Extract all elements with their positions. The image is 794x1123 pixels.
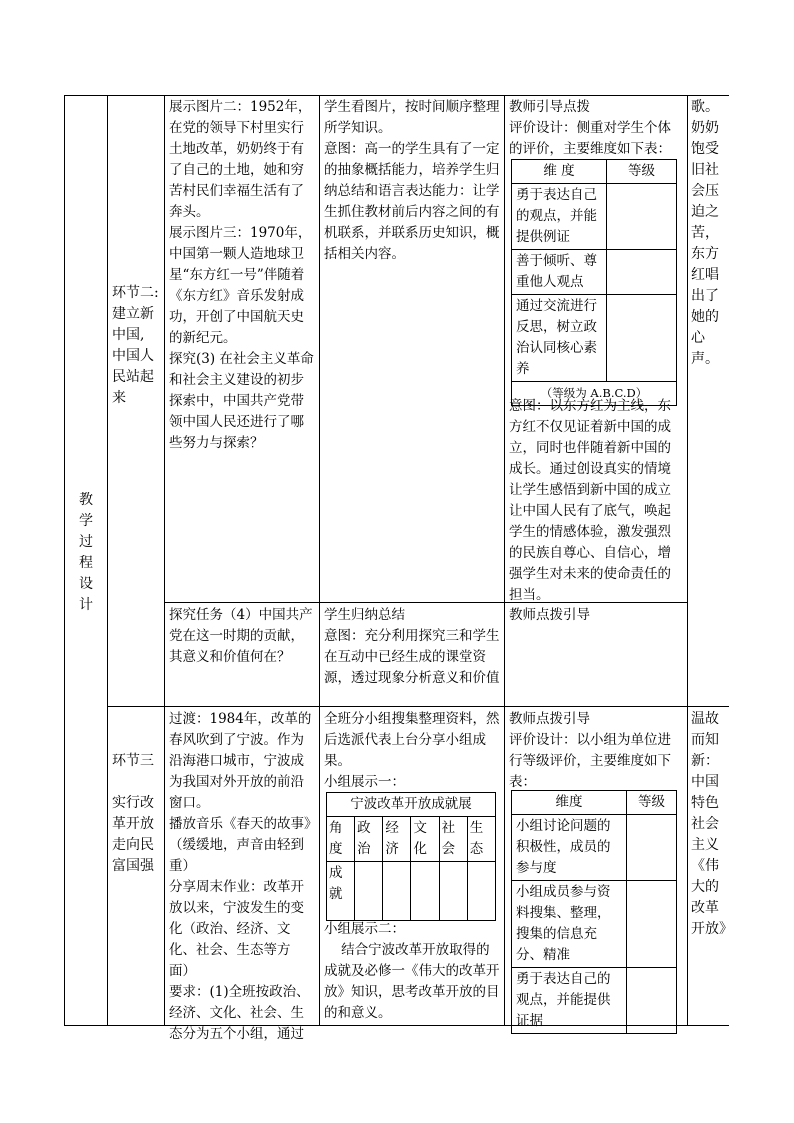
group-eval-header-dimension: 维度	[512, 791, 627, 815]
row1-extra: 歌。 奶奶饱受旧社会压迫之苦，东方红唱出了她的心声。	[691, 99, 719, 367]
row1-teacher-top: 教师引导点拨 评价设计：侧重对学生个体的评价，主要维度如下表：	[509, 99, 671, 157]
achievement-header: 政治	[355, 817, 383, 862]
row2-student-activity: 学生归纳总结 意图：充分利用探究三和学生在互动中已经生成的课堂资源，透过现象分析意义和价值	[324, 607, 500, 686]
row1-content: 展示图片二：1952年，在党的领导下村里实行土地改革，奶奶终于有了自己的土地，她和穷苦村民们幸福生活有了奔头。 展示图片三：1970年，中国第一颗人造地球卫星“东方红一号”伴随着《东方红》音乐发射成功，开创了中国航天史的新纪元。 探究(3) 在社会主义革命和社会主义建设的初步探索中，中国共产党带领中国人民还进行了哪些努力与探索？	[169, 99, 314, 451]
achievement-cell	[411, 862, 439, 921]
table-row	[327, 817, 496, 862]
individual-eval-table	[511, 159, 677, 406]
table-row	[512, 791, 677, 815]
achievement-cell	[439, 862, 467, 921]
table-row	[512, 160, 677, 184]
table-row	[512, 968, 677, 1034]
row1-student-activity: 学生看图片，按时间顺序整理所学知识。 意图：高一的学生具有了一定的抽象概括能力，培养学生归纳总结和语言表达能力：让学生抓住教材前后内容之间的有机联系，并联系历史知识，概括相关内容。	[324, 99, 500, 262]
group-eval-grade-cell	[627, 968, 677, 1034]
row3-student-top: 全班分小组搜集整理资料，然后选派代表上台分享小组成果。 小组展示一：	[324, 711, 500, 790]
achievement-header: 文化	[411, 817, 439, 862]
achievement-header: 角度	[327, 817, 355, 862]
row3-student-bottom: 小组展示二： 结合宁波改革开放取得的成就及必修一《伟大的改革开放》知识，思考改革开放的目的和意义。	[324, 921, 500, 1021]
achievement-header: 生态	[467, 817, 495, 862]
table-row	[512, 881, 677, 968]
col-line-0	[64, 95, 65, 1026]
achievement-cell	[383, 862, 411, 921]
group-eval-dimension: 勇于表达自己的观点，并能提供证据	[512, 968, 627, 1034]
row1-teacher-intent: 意图：以东方红为主线，东方红不仅见证着新中国的成立，同时也伴随着新中国的成长。通过创设真实的情境让学生感悟到新中国的成立让中国人民有了底气，唤起学生的情感体验，激发强烈的民族自尊心、自信心，增强学生对未来的使命责任的担当。	[509, 398, 671, 603]
row-divider-2	[107, 706, 729, 707]
eval-header-dimension: 维 度	[512, 160, 607, 184]
section-label: 教 学 过 程 设 计	[79, 492, 93, 613]
grade-note: （等级为 A.B.C.D）	[512, 382, 677, 406]
eval-dimension: 通过交流进行反思，树立政治认同核心素养	[512, 295, 607, 382]
stage-label-2: 环节二: 建立新 中国, 中国人 民站起 来	[112, 285, 159, 406]
eval-header-grade: 等级	[607, 160, 677, 184]
achievement-header: 社会	[439, 817, 467, 862]
row3-teacher-top: 教师点拨引导 评价设计：以小组为单位进行等级评价，主要维度如下表：	[509, 711, 671, 790]
col-line-4	[504, 95, 505, 1026]
group-eval-grade-cell	[627, 815, 677, 881]
eval-dimension: 勇于表达自己的观点，并能提供例证	[512, 184, 607, 250]
table-row	[512, 184, 677, 250]
table-row	[327, 862, 496, 921]
eval-grade-cell	[607, 184, 677, 250]
group-eval-dimension: 小组成员参与资料搜集、整理，搜集的信息充分、精准	[512, 881, 627, 968]
achievement-header: 经济	[383, 817, 411, 862]
achievement-cell	[467, 862, 495, 921]
row3-extra: 温故而知新：中国特色社会主义《伟大的改革开放》	[691, 711, 733, 937]
group-eval-grade-cell	[627, 881, 677, 968]
col-line-1	[107, 95, 108, 1026]
col-line-5	[687, 95, 688, 1026]
eval-dimension: 善于倾听、尊重他人观点	[512, 250, 607, 295]
group-eval-table	[511, 790, 677, 1034]
eval-grade-cell	[607, 250, 677, 295]
table-row	[327, 793, 496, 817]
col-line-3	[319, 95, 320, 1026]
achievement-table-title: 宁波改革开放成就展	[327, 793, 496, 817]
eval-grade-cell	[607, 295, 677, 382]
achievement-cell	[355, 862, 383, 921]
col-line-2	[164, 95, 165, 1026]
stage-label-3: 环节三 实行改 革开放 走向民 富国强	[112, 753, 154, 874]
group-eval-dimension: 小组讨论问题的积极性，成员的参与度	[512, 815, 627, 881]
achievement-table	[326, 792, 496, 921]
table-row	[512, 815, 677, 881]
table-row	[512, 250, 677, 295]
achievement-row-label: 成就	[327, 862, 355, 921]
row3-content: 过渡：1984年，改革的春风吹到了宁波。作为沿海港口城市，宁波成为我国对外开放的前沿窗口。 播放音乐《春天的故事》（缓缓地，声音由轻到重） 分享周末作业：改革开放以来，宁波发生的变化（政治、经济、文化、社会、生态等方面） 要求：(1)全班按政治、经济、文化、社会、生态分为五个小组，通过	[169, 711, 312, 1042]
row2-content: 探究任务（4）中国共产党在这一时期的贡献，其意义和价值何在？	[169, 607, 313, 665]
table-row	[512, 295, 677, 382]
group-eval-header-grade: 等级	[627, 791, 677, 815]
row2-teacher: 教师点拨引导	[509, 607, 590, 623]
